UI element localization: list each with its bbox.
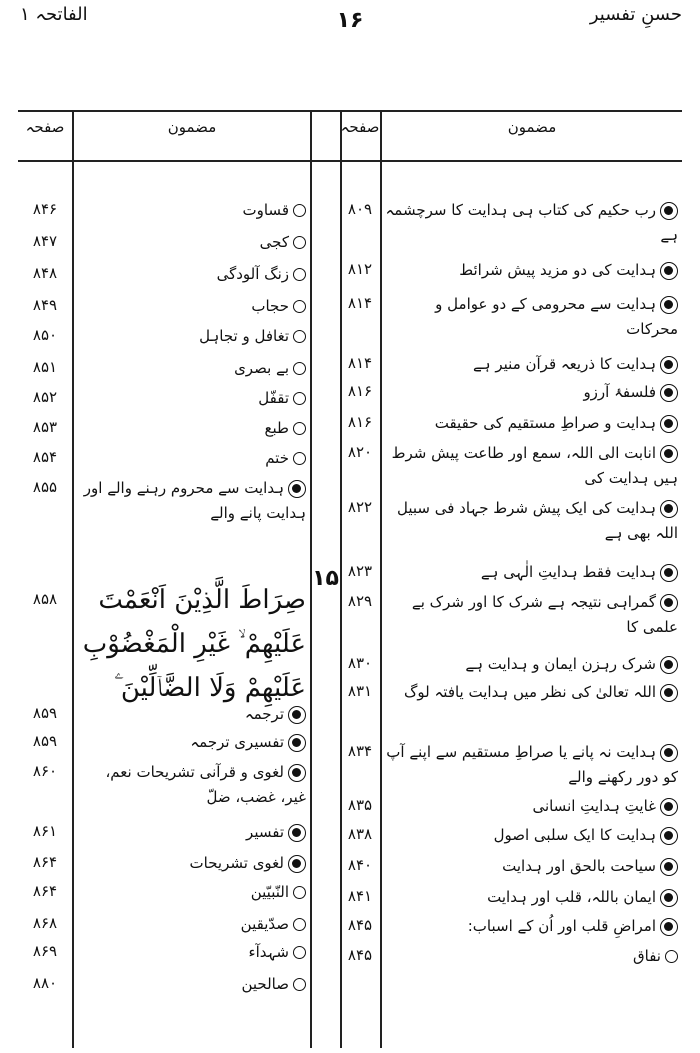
toc-entry-page: ۸۴۵ bbox=[347, 946, 373, 964]
toc-entry-page: ۸۳۰ bbox=[347, 654, 373, 672]
toc-entry-page: ۸۴۹ bbox=[32, 296, 58, 314]
toc-entry-title: قساوت bbox=[242, 201, 289, 219]
right-subject-header: مضمون bbox=[507, 118, 557, 136]
toc-entry bbox=[384, 590, 678, 640]
toc-entry-title: امراضِ قلب اور اُن کے اسباب: bbox=[467, 917, 656, 935]
open-bullet-icon bbox=[665, 950, 678, 963]
open-bullet-icon bbox=[293, 362, 306, 375]
toc-entry-page: ۸۵۱ bbox=[32, 358, 58, 376]
toc-entry bbox=[384, 560, 678, 585]
filled-bullet-icon bbox=[660, 656, 678, 674]
toc-entry-page: ۸۱۶ bbox=[347, 382, 373, 400]
toc-entry-page: ۸۴۶ bbox=[32, 200, 58, 218]
toc-entry bbox=[76, 416, 306, 441]
toc-entry-title: لغوی تشریحات bbox=[189, 854, 284, 872]
toc-entry-page: ۸۳۱ bbox=[347, 682, 373, 700]
toc-entry bbox=[384, 411, 678, 436]
filled-bullet-icon bbox=[288, 480, 306, 498]
open-bullet-icon bbox=[293, 978, 306, 991]
page-number: ۱۶ bbox=[336, 8, 364, 33]
toc-entry-page: ۸۴۵ bbox=[347, 916, 373, 934]
toc-entry bbox=[76, 940, 306, 965]
right-page-column-rule bbox=[380, 110, 382, 1048]
book-title: حسنِ تفسیر bbox=[589, 4, 682, 25]
toc-entry bbox=[76, 760, 306, 810]
open-bullet-icon bbox=[293, 300, 306, 313]
chapter-title: الفاتحہ ۱ bbox=[20, 4, 88, 25]
toc-entry-title: ہدایت و صراطِ مستقیم کی حقیقت bbox=[434, 414, 656, 432]
toc-entry-title: انابت الی اللہ، سمع اور طاعت پیش شرط ہیں ہدایت کی bbox=[391, 444, 678, 487]
table-top-rule bbox=[18, 110, 682, 112]
toc-entry bbox=[384, 680, 678, 705]
open-bullet-icon bbox=[293, 268, 306, 281]
toc-entry-page: ۸۴۸ bbox=[32, 264, 58, 282]
open-bullet-icon bbox=[293, 452, 306, 465]
verse-line-2: عَلَيْهِمْ ۙ غَيْرِ الْمَغْضُوْبِ bbox=[82, 629, 306, 659]
toc-entry bbox=[384, 380, 678, 405]
toc-entry-title: ہدایت کی دو مزید پیش شرائط bbox=[459, 261, 656, 279]
toc-entry bbox=[76, 476, 306, 526]
open-bullet-icon bbox=[293, 946, 306, 959]
toc-entry-title: ترجمہ bbox=[244, 705, 284, 723]
toc-entry-page: ۸۴۱ bbox=[347, 887, 373, 905]
toc-entry-page: ۸۱۴ bbox=[347, 354, 373, 372]
toc-entry-title: ہدایت کا ذریعہ قرآن منیر ہے bbox=[473, 355, 656, 373]
toc-entry-title: گمراہی نتیجہ ہے شرک کا اور شرک بے علمی کا bbox=[411, 593, 678, 636]
filled-bullet-icon bbox=[660, 415, 678, 433]
toc-entry bbox=[384, 854, 678, 879]
toc-entry-title: ہدایت سے محرومی کے دو عوامل و محرکات bbox=[435, 295, 678, 338]
toc-entry-title: کجی bbox=[259, 233, 289, 251]
filled-bullet-icon bbox=[660, 889, 678, 907]
toc-entry-page: ۸۴۰ bbox=[347, 856, 373, 874]
toc-entry-title: تفسیری ترجمہ bbox=[190, 733, 284, 751]
toc-entry bbox=[76, 730, 306, 755]
open-bullet-icon bbox=[293, 236, 306, 249]
toc-entry-title: نفاق bbox=[633, 947, 661, 965]
filled-bullet-icon bbox=[660, 296, 678, 314]
filled-bullet-icon bbox=[288, 764, 306, 782]
right-page-header: صفحہ bbox=[340, 118, 380, 136]
toc-entry-title: لغوی و قرآنی تشریحات نعم، غیر، غضب، ضلّ bbox=[105, 763, 306, 806]
toc-entry bbox=[384, 258, 678, 283]
toc-entry bbox=[384, 496, 678, 546]
filled-bullet-icon bbox=[288, 855, 306, 873]
toc-entry bbox=[384, 441, 678, 491]
toc-entry-page: ۸۵۰ bbox=[32, 326, 58, 344]
toc-entry-title: تقفّل bbox=[258, 389, 289, 407]
filled-bullet-icon bbox=[660, 594, 678, 612]
filled-bullet-icon bbox=[660, 798, 678, 816]
toc-entry-title: حجاب bbox=[251, 297, 289, 315]
toc-entry-title: رب حکیم کی کتاب ہی ہدایت کا سرچشمہ ہے bbox=[385, 201, 678, 244]
toc-entry bbox=[384, 198, 678, 248]
toc-entry bbox=[76, 446, 306, 471]
toc-entry-page: ۸۵۲ bbox=[32, 388, 58, 406]
toc-entry-title: ہدایت کا ایک سلبی اصول bbox=[493, 826, 656, 844]
toc-entry bbox=[384, 944, 678, 969]
toc-entry-page: ۸۶۹ bbox=[32, 942, 58, 960]
toc-entry bbox=[384, 914, 678, 939]
open-bullet-icon bbox=[293, 422, 306, 435]
toc-entry-page: ۸۲۹ bbox=[347, 592, 373, 610]
toc-entry bbox=[384, 794, 678, 819]
toc-entry bbox=[384, 740, 678, 790]
filled-bullet-icon bbox=[660, 384, 678, 402]
left-page-header: صفحہ bbox=[25, 118, 65, 136]
toc-entry bbox=[76, 820, 306, 845]
toc-entry-title: فلسفۂ آرزو bbox=[583, 383, 656, 401]
toc-entry-title: طبع bbox=[264, 419, 289, 437]
toc-entry-page: ۸۵۹ bbox=[32, 704, 58, 722]
filled-bullet-icon bbox=[288, 734, 306, 752]
toc-entry-page: ۸۵۵ bbox=[32, 478, 58, 496]
toc-entry-page: ۸۴۷ bbox=[32, 232, 58, 250]
toc-entry bbox=[384, 292, 678, 342]
toc-entry-page: ۸۲۳ bbox=[347, 562, 373, 580]
toc-entry bbox=[76, 912, 306, 937]
toc-entry-title: شہدآء bbox=[248, 943, 289, 961]
toc-entry bbox=[76, 972, 306, 997]
toc-entry-title: غایتِ ہدایتِ انسانی bbox=[532, 797, 656, 815]
toc-entry bbox=[384, 352, 678, 377]
filled-bullet-icon bbox=[288, 824, 306, 842]
toc-entry-page: ۸۳۸ bbox=[347, 825, 373, 843]
toc-entry-title: ہدایت کی ایک پیش شرط جہاد فی سبیل اللہ بھی ہے bbox=[396, 499, 678, 542]
toc-entry-title: صدّیقین bbox=[240, 915, 289, 933]
verse-text bbox=[80, 578, 306, 710]
toc-entry-title: تفسیر bbox=[246, 823, 284, 841]
open-bullet-icon bbox=[293, 918, 306, 931]
verse-line-1: صِرَاطَ الَّذِيْنَ اَنْعَمْتَ bbox=[98, 585, 306, 615]
left-subject-header: مضمون bbox=[167, 118, 217, 136]
toc-entry bbox=[76, 851, 306, 876]
toc-entry-page: ۸۳۵ bbox=[347, 796, 373, 814]
toc-entry-page: ۸۶۱ bbox=[32, 822, 58, 840]
toc-entry-title: سیاحت بالحق اور ہدایت bbox=[502, 857, 656, 875]
toc-entry-title: ہدایت فقط ہدایتِ الٰہی ہے bbox=[480, 563, 656, 581]
toc-entry-title: ایمان باللہ، قلب اور ہدایت bbox=[487, 888, 656, 906]
toc-entry-page: ۸۵۹ bbox=[32, 732, 58, 750]
toc-entry-title: ہدایت نہ پانے یا صراطِ مستقیم سے اپنے آپ کو دور رکھنے والے bbox=[386, 743, 678, 786]
toc-entry bbox=[76, 198, 306, 223]
toc-entry-title: تغافل و تجاہل bbox=[199, 327, 289, 345]
toc-entry bbox=[384, 885, 678, 910]
filled-bullet-icon bbox=[660, 684, 678, 702]
toc-entry-title: شرک رہزن ایمان و ہدایت ہے bbox=[465, 655, 656, 673]
toc-entry-page: ۸۶۴ bbox=[32, 853, 58, 871]
left-page-column-rule bbox=[72, 110, 74, 1048]
toc-entry-page: ۸۰۹ bbox=[347, 200, 373, 218]
toc-entry-page: ۸۱۶ bbox=[347, 413, 373, 431]
toc-entry-title: بے بصری bbox=[234, 359, 289, 377]
toc-entry-title: النّبیّین bbox=[250, 883, 289, 901]
toc-entry-title: زنگ آلودگی bbox=[216, 265, 289, 283]
filled-bullet-icon bbox=[660, 262, 678, 280]
open-bullet-icon bbox=[293, 392, 306, 405]
toc-entry bbox=[76, 230, 306, 255]
toc-entry bbox=[384, 652, 678, 677]
toc-entry bbox=[384, 823, 678, 848]
toc-entry bbox=[76, 880, 306, 905]
toc-entry bbox=[76, 386, 306, 411]
toc-entry bbox=[76, 356, 306, 381]
toc-entry-page: ۸۶۴ bbox=[32, 882, 58, 900]
toc-entry-page: ۸۸۰ bbox=[32, 974, 58, 992]
filled-bullet-icon bbox=[660, 445, 678, 463]
filled-bullet-icon bbox=[660, 564, 678, 582]
toc-entry-page: ۸۱۴ bbox=[347, 294, 373, 312]
toc-entry-title: ہدایت سے محروم رہنے والے اور ہدایت پانے والے bbox=[83, 479, 306, 522]
toc-entry bbox=[76, 324, 306, 349]
filled-bullet-icon bbox=[660, 356, 678, 374]
verse-line-3: عَلَيْهِمْ وَلَا الضَّاۤلِّيْنَ ۧ bbox=[114, 673, 306, 703]
toc-entry bbox=[76, 262, 306, 287]
toc-entry-page: ۸۶۰ bbox=[32, 762, 58, 780]
filled-bullet-icon bbox=[660, 827, 678, 845]
verse-number: ۱۵ bbox=[312, 566, 339, 591]
filled-bullet-icon bbox=[660, 202, 678, 220]
filled-bullet-icon bbox=[660, 918, 678, 936]
toc-entry-page: ۸۱۲ bbox=[347, 260, 373, 278]
toc-entry bbox=[76, 294, 306, 319]
toc-entry-page: ۸۲۲ bbox=[347, 498, 373, 516]
toc-entry-page: ۸۲۰ bbox=[347, 443, 373, 461]
filled-bullet-icon bbox=[660, 744, 678, 762]
toc-entry-page: ۸۳۴ bbox=[347, 742, 373, 760]
verse-page-number: ۸۵۸ bbox=[32, 590, 58, 608]
toc-entry-page: ۸۶۸ bbox=[32, 914, 58, 932]
toc-entry-title: ختم bbox=[265, 449, 289, 467]
open-bullet-icon bbox=[293, 330, 306, 343]
open-bullet-icon bbox=[293, 204, 306, 217]
filled-bullet-icon bbox=[660, 500, 678, 518]
open-bullet-icon bbox=[293, 886, 306, 899]
toc-entry-title: اللہ تعالیٰ کی نظر میں ہدایت یافتہ لوگ bbox=[403, 683, 656, 701]
toc-entry-title: صالحین bbox=[241, 975, 289, 993]
toc-entry-page: ۸۵۴ bbox=[32, 448, 58, 466]
table-header-rule bbox=[18, 160, 682, 162]
toc-entry-page: ۸۵۳ bbox=[32, 418, 58, 436]
filled-bullet-icon bbox=[660, 858, 678, 876]
